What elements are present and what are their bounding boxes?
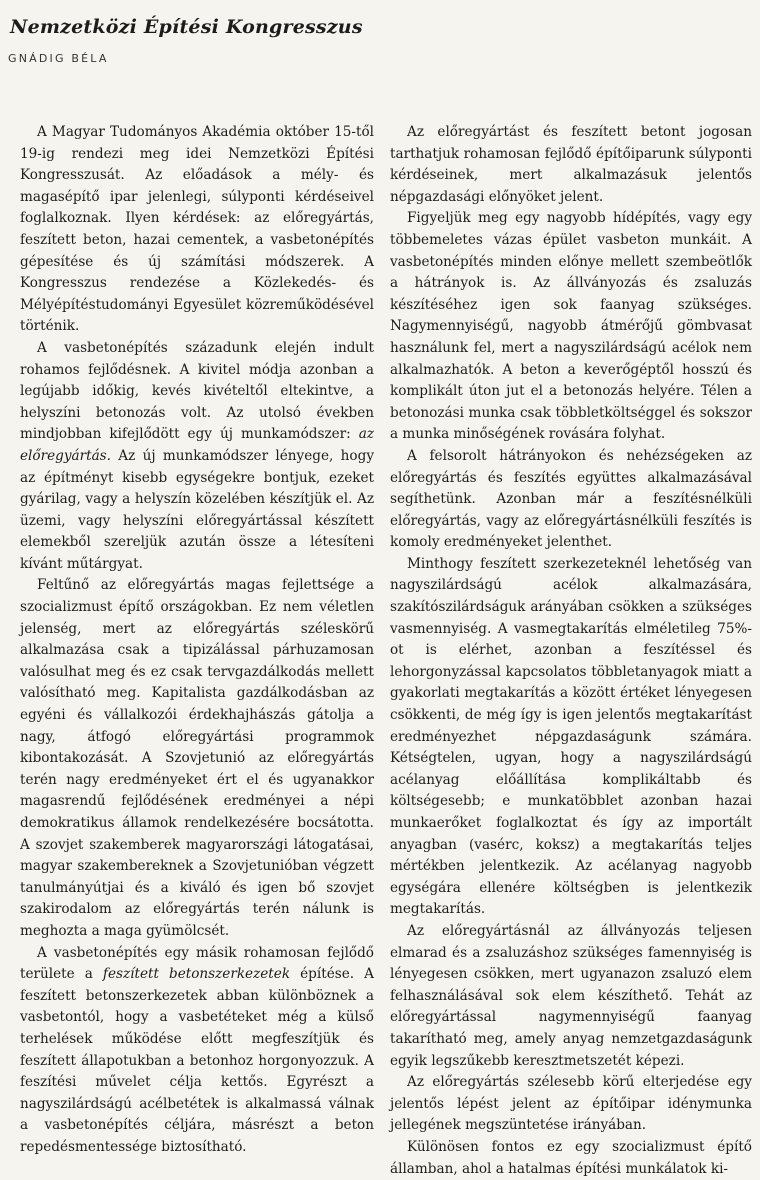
paragraph: [20, 943, 374, 1159]
right-column: [390, 122, 752, 1180]
emphasized-term: az előregyártás.: [20, 426, 374, 464]
paragraph: Különösen fontos ez egy szocializmust építő államban, ahol a hatalmas építési munkálatok ki-: [390, 1138, 752, 1177]
paragraph: Feltűnő az előregyártás magas fejlettsége a szocializmust építő országokban. Ez nem véletlen jelenség, mert az előregyártás széleskörű alkalmazása csak a tipizálással párhuzamosan valósulhat meg és ez csak tervgazdálkodás mellett valósítható meg. Kapitalista gazdálkodásban az egyéni és vállalkozói érdekhajhászás gátolja a nagy, átfogó előregyártási programmok kibontakozását. A Szovjetunió az előregyártás terén nagy eredményeket ért el és ugyanakkor magasrendű fejlődésének eredményei a népi demokratikus államok rendelkezésére bocsátotta. A szovjet szakemberek magyarországi látogatásai, magyar szakembereknek a Szovjetunióban végzett tanulmányútjai és a kiváló és igen bő szovjet szakirodalom az előregyártás terén nálunk is meghozta a maga gyümölcsét.: [20, 577, 374, 939]
paragraph: A Magyar Tudományos Akadémia október 15-től 19-ig rendezi meg idei Nemzetközi Építési Kongresszusát. Az előadások a mély- és magasépítő ipar jelenlegi, súlyponti kérdéseivel foglalkoznak. Ilyen kérdések: az előregyártás, feszített beton, hazai cementek, a vasbetonépítés gépesítése és új számítási módszerek. A Kongresszus rendezése a Közlekedés- és Mélyépítéstudományi Egyesület közreműködésével történik.: [20, 124, 374, 335]
paragraph: Az előregyártásnál az állványozás teljesen elmarad és a zsaluzáshoz szükséges famennyiség is lényegesen csökken, mert ugyanazon zsaluzó elem felhasználásával sok elem készíthető. Tehát az előregyártással nagymennyiségű faanyag takarítható meg, amely anyag nemzetgazdaságunk egyik legszűkebb keresztmetszetét képezi.: [390, 922, 752, 1069]
paragraph-text: építése. A feszített betonszerkezetek abban különböznek a vasbetontól, hogy a vasbetéteket még a külső terhelések működése előtt megfeszítjük és feszített állapotukban a betonhoz horgonyozzuk. A feszítési művelet célja kettős. Egyrészt a nagyszilárdságú acélbetétek is alkalmassá válnak a vasbetonépítés céljára, másrészt a beton repedésmentessége biztosítható.: [20, 966, 374, 1155]
paragraph: Az előregyártást és feszített betont jogosan tarthatjuk rohamosan fejlődő építőiparunk súlyponti kérdéseinek, mert alkalmazásuk jelentős népgazdasági előnyöket jelent.: [390, 124, 752, 205]
emphasized-term: feszített betonszerkezetek: [102, 966, 291, 983]
paragraph: Figyeljük meg egy nagyobb hídépítés, vagy egy többemeletes vázas épület vasbeton munkáit. A vasbetonépítés minden előnye mellett szembeötlők a hátrányok is. Az állványozás és zsaluzás készítéséhez igen sok faanyag szükséges. Nagymennyiségű, nagyobb átmérőjű gömbvasat használunk fel, mert a nagyszilárdságú acélok nem alkalmazhatók. A beton a keverőgéptől hosszú és komplikált úton jut el a betonozás helyére. Télen a betonozási munka csak többletköltséggel és sokszor a munka minőségének rovására folyhat.: [390, 210, 752, 443]
paragraph-text: Az új munkamódszer lényege, hogy az építményt kisebb egységekre bontjuk, ezeket gyárilag, vagy a helyszín közelében készítjük el. Az üzemi, vagy helyszíni előregyártással készített elemekből szereljük azután össze a létesíteni kívánt műtárgyat.: [20, 447, 374, 572]
paragraph: A felsorolt hátrányokon és nehézségeken az előregyártás és feszítés együttes alkalmazásával segíthetünk. Azonban már a feszítésnélküli előregyártás, vagy az előregyártásnélküli feszítés is komoly eredményeket jelenthet.: [390, 447, 752, 551]
paragraph-text: A vasbetonépítés egy másik rohamosan fejlődő területe a: [20, 944, 374, 983]
paragraph: [20, 338, 374, 576]
paragraph-text: A vasbetonépítés századunk elején indult rohamos fejlődésnek. A kivitel módja azonban a legújabb időkig, kevés kivételtől eltekintve, a helyszíni betonozás volt. Az utolsó években mindjobban kifejlődött egy új munkamódszer:: [20, 339, 374, 443]
article-author: GNÁDIG BÉLA: [8, 52, 109, 65]
paragraph: Minthogy feszített szerkezeteknél lehetőség van nagyszilárdságú acélok alkalmazására, szakítószilárdságuk arányában csökken a szükséges vasmennyiség. A vasmegtakarítás elméletileg 75%-ot is elérhet, azonban a feszítéssel és lehorgonyzással kapcsolatos többletanyagok miatt a gyakorlati megtakarítás a között értéket lényegesen csökkenti, de még így is igen jelentős megtakarítást eredményezhet népgazdaságunk számára. Kétségtelen, ugyan, hogy a nagyszilárdságú acélanyag előállítása komplikáltabb és költségesebb; e munkatöbblet azonban hazai munkaerőket foglalkoztat és így az importált anyagban (vasérc, koksz) a megtakarítás teljes mértékben jelentkezik. Az acélanyag nagyobb egységára ellenére költségben is jelentkezik megtakarítás.: [390, 555, 752, 918]
paragraph: Az előregyártás szélesebb körű elterjedése egy jelentős lépést jelent az építőipar idénymunka jellegének megszüntetése irányában.: [390, 1074, 752, 1134]
left-column: [20, 122, 374, 1159]
article-title: Nemzetközi Építési Kongresszus: [10, 16, 363, 38]
